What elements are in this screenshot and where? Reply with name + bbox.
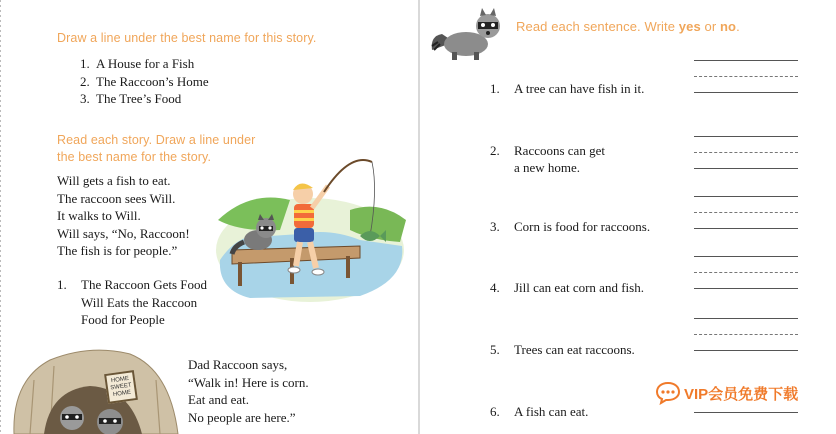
- story-line: “Walk in! Here is corn.: [188, 374, 309, 390]
- answer-line-mid: [694, 272, 798, 273]
- question-text: Trees can eat raccoons.: [514, 342, 635, 357]
- question-1: [490, 80, 644, 97]
- story-line: No people are here.”: [188, 409, 296, 425]
- sign-line: HOME: [112, 389, 132, 398]
- story-option: Will Eats the Raccoon: [81, 294, 198, 310]
- question-line: a new home.: [514, 160, 581, 175]
- question-2: [490, 142, 605, 176]
- answer-line-mid: [694, 212, 798, 213]
- question-6: [490, 403, 588, 420]
- tree-home-illustration: [10, 340, 180, 434]
- story-line: The raccoon sees Will.: [57, 190, 176, 206]
- story-1: [57, 172, 190, 260]
- question-number: 6.: [490, 404, 500, 419]
- question-text: A fish can eat.: [514, 404, 589, 419]
- question-5: [490, 341, 635, 358]
- chat-bubble-icon: [655, 381, 681, 405]
- answer-line-mid: [694, 152, 798, 153]
- title-option: [80, 90, 209, 108]
- answer-line-top: [694, 136, 798, 137]
- question-text: [514, 142, 605, 176]
- option-text: A House for a Fish: [96, 56, 195, 71]
- question-number: 1.: [490, 81, 500, 96]
- answer-line-top: [694, 60, 798, 61]
- instruction-prefix: Read each sentence. Write: [516, 19, 679, 34]
- instruction-period: .: [736, 19, 740, 34]
- answer-line-top: [694, 256, 798, 257]
- option-text: The Tree’s Food: [96, 91, 182, 106]
- yes-word: yes: [678, 19, 701, 34]
- question-text: A tree can have fish in it.: [514, 81, 645, 96]
- or-word: or: [700, 19, 720, 34]
- answer-line-base: [694, 92, 798, 93]
- instruction-1: Draw a line under the best name for this story.: [57, 31, 317, 45]
- question-3: [490, 218, 650, 235]
- watermark-text: VIP会员免费下载: [684, 385, 799, 403]
- answer-line-base: [694, 288, 798, 289]
- answer-line-base: [694, 412, 798, 413]
- answer-line-base: [694, 228, 798, 229]
- home-sweet-home-sign: [104, 370, 138, 404]
- question-text: Jill can eat corn and fish.: [514, 280, 644, 295]
- story-2: [188, 356, 309, 426]
- right-instruction: [516, 18, 740, 35]
- title-option: [80, 55, 209, 73]
- story-line: The fish is for people.”: [57, 243, 178, 258]
- title-options-1: [80, 55, 209, 108]
- answer-line-mid: [694, 334, 798, 335]
- option-number: 1.: [57, 277, 67, 292]
- option-group: [81, 276, 207, 329]
- title-option: [80, 73, 209, 91]
- right-page: [420, 0, 836, 434]
- question-number: 4.: [490, 280, 500, 295]
- story-option: Food for People: [81, 312, 165, 327]
- story-option: The Raccoon Gets Food: [81, 277, 208, 292]
- question-number: 2.: [490, 143, 500, 158]
- fishing-boy-illustration: [210, 150, 410, 302]
- instruction-2-line-2: the best name for the story.: [57, 150, 212, 164]
- answer-line-base: [694, 350, 798, 351]
- answer-line-top: [694, 318, 798, 319]
- sign-line: HOME: [110, 375, 130, 384]
- option-text: The Raccoon’s Home: [96, 73, 209, 89]
- question-4: [490, 279, 644, 296]
- question-number: 3.: [490, 219, 500, 234]
- story-line: Will gets a fish to eat.: [57, 173, 171, 188]
- instruction-2-line-1: Read each story. Draw a line under: [57, 133, 256, 147]
- story-line: Eat and eat.: [188, 392, 249, 407]
- option-number: 1.: [80, 56, 90, 71]
- question-number: 5.: [490, 342, 500, 357]
- sign-line: SWEET: [109, 382, 132, 391]
- option-number: 3.: [80, 91, 90, 106]
- answer-line-base: [694, 168, 798, 169]
- no-word: no: [719, 19, 737, 34]
- story-line: Dad Raccoon says,: [188, 357, 288, 372]
- page-edge: [0, 0, 1, 434]
- vip-download-watermark[interactable]: [655, 381, 798, 405]
- question-text: Corn is food for raccoons.: [514, 219, 651, 234]
- story-line: It walks to Will.: [57, 208, 141, 223]
- story-line: Will says, “No, Raccoon!: [57, 225, 190, 241]
- story-1-options: [57, 276, 207, 329]
- answer-line-mid: [694, 76, 798, 77]
- question-line: Raccoons can get: [514, 143, 605, 158]
- raccoon-illustration: [426, 6, 512, 62]
- option-number: 2.: [80, 73, 90, 89]
- answer-line-top: [694, 196, 798, 197]
